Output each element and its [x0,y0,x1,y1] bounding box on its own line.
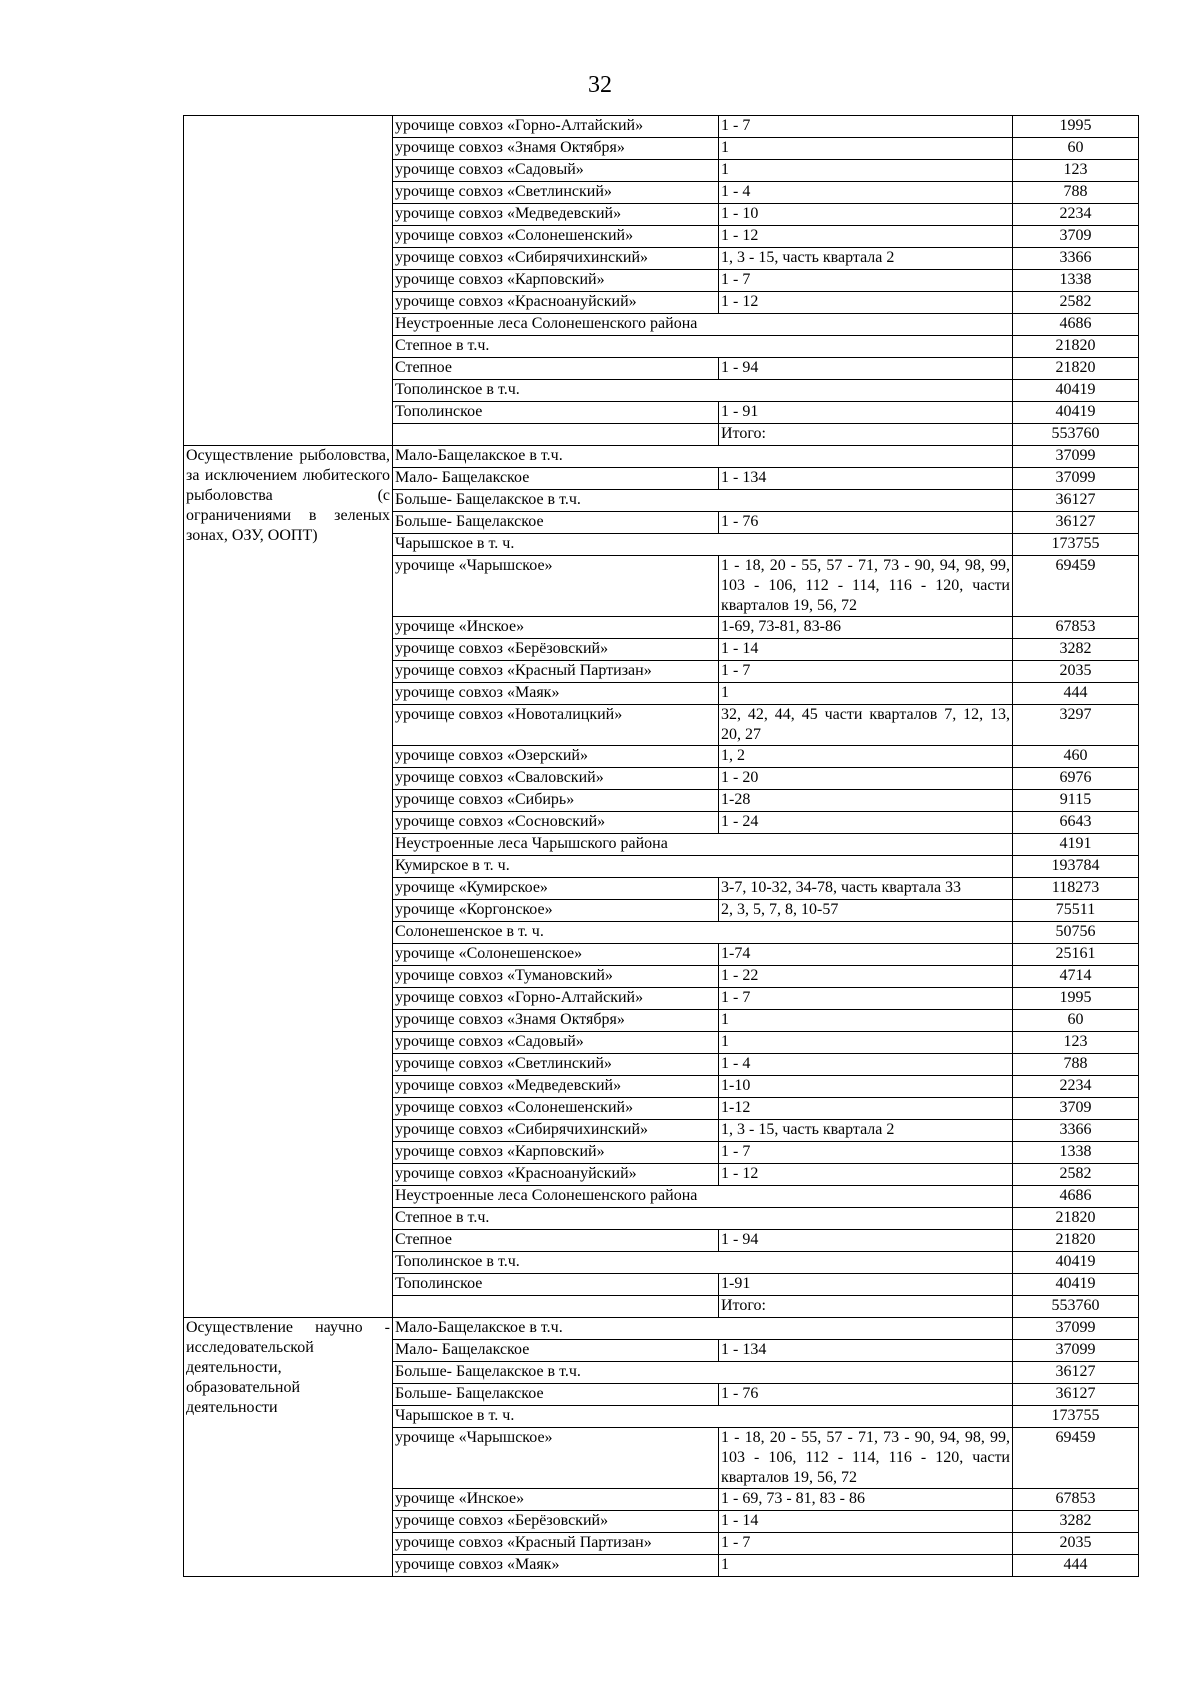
location-name-cell: урочище совхоз «Сибирячихинский» [393,248,719,270]
area-cell: 788 [1013,182,1139,204]
quarters-cell: 1 [719,683,1013,705]
location-name-cell: Чарышское в т. ч. [393,534,1013,556]
quarters-cell: 1, 2 [719,746,1013,768]
table-body [184,116,1139,1577]
location-name-cell: урочище «Инское» [393,617,719,639]
location-name-cell: урочище совхоз «Красноануйский» [393,1164,719,1186]
quarters-cell: 1 - 7 [719,1533,1013,1555]
location-name-cell: урочище совхоз «Светлинский» [393,1054,719,1076]
location-name-cell: урочище «Чарышское» [393,1428,719,1489]
area-cell: 37099 [1013,1318,1139,1340]
area-cell: 4191 [1013,834,1139,856]
location-name-cell: урочище совхоз «Садовый» [393,160,719,182]
quarters-cell: 1 - 20 [719,768,1013,790]
quarters-cell: 1 - 7 [719,116,1013,138]
area-cell: 67853 [1013,617,1139,639]
quarters-cell: 1 - 4 [719,1054,1013,1076]
quarters-cell: 1, 3 - 15, часть квартала 2 [719,1120,1013,1142]
location-name-cell: урочище совхоз «Горно-Алтайский» [393,116,719,138]
quarters-cell: 1-10 [719,1076,1013,1098]
quarters-cell: 1 - 94 [719,358,1013,380]
location-name-cell: Неустроенные леса Солонешенского района [393,314,1013,336]
location-name-cell: Степное [393,358,719,380]
location-name-cell: урочище совхоз «Карповский» [393,1142,719,1164]
location-name-cell: урочище совхоз «Маяк» [393,683,719,705]
area-cell: 21820 [1013,358,1139,380]
location-name-cell: урочище совхоз «Знамя Октября» [393,1010,719,1032]
quarters-cell: Итого: [719,424,1013,446]
location-name-cell: урочище совхоз «Сибирь» [393,790,719,812]
area-cell: 553760 [1013,424,1139,446]
quarters-cell: 1 - 18, 20 - 55, 57 - 71, 73 - 90, 94, 98, 99, 103 - 106, 112 - 114, 116 - 120, части кварталов 19, 56, 72 [719,1428,1013,1489]
area-cell: 40419 [1013,380,1139,402]
area-cell: 40419 [1013,1274,1139,1296]
location-name-cell: Тополинское в т.ч. [393,380,1013,402]
area-cell: 36127 [1013,1362,1139,1384]
location-name-cell: Больше- Бащелакское в т.ч. [393,1362,1013,1384]
location-name-cell [393,424,719,446]
forest-areas-table [183,115,1139,1577]
area-cell: 40419 [1013,1252,1139,1274]
area-cell: 4714 [1013,966,1139,988]
location-name-cell: Солонешенское в т. ч. [393,922,1013,944]
area-cell: 9115 [1013,790,1139,812]
location-name-cell: урочище совхоз «Карповский» [393,270,719,292]
quarters-cell: 1 - 134 [719,468,1013,490]
quarters-cell: 1 - 7 [719,270,1013,292]
location-name-cell: Тополинское [393,1274,719,1296]
location-name-cell: урочище «Кумирское» [393,878,719,900]
location-name-cell: Степное в т.ч. [393,336,1013,358]
quarters-cell: 1 - 91 [719,402,1013,424]
area-cell: 36127 [1013,512,1139,534]
area-cell: 2234 [1013,1076,1139,1098]
area-cell: 2582 [1013,292,1139,314]
quarters-cell: 1 - 12 [719,292,1013,314]
quarters-cell: 1 - 69, 73 - 81, 83 - 86 [719,1489,1013,1511]
area-cell: 193784 [1013,856,1139,878]
area-cell: 36127 [1013,1384,1139,1406]
table-row [184,1318,1139,1340]
quarters-cell: 1 - 4 [719,182,1013,204]
area-cell: 1338 [1013,1142,1139,1164]
quarters-cell: 1 - 12 [719,1164,1013,1186]
area-cell: 21820 [1013,1208,1139,1230]
quarters-cell: 1 - 12 [719,226,1013,248]
location-name-cell: урочище совхоз «Солонешенский» [393,1098,719,1120]
area-cell: 553760 [1013,1296,1139,1318]
area-cell: 4686 [1013,1186,1139,1208]
location-name-cell: урочище совхоз «Горно-Алтайский» [393,988,719,1010]
location-name-cell: урочище совхоз «Озерский» [393,746,719,768]
area-cell: 37099 [1013,1340,1139,1362]
table-row [184,446,1139,468]
quarters-cell: 1, 3 - 15, часть квартала 2 [719,248,1013,270]
location-name-cell: Больше- Бащелакское [393,1384,719,1406]
area-cell: 2234 [1013,204,1139,226]
area-cell: 118273 [1013,878,1139,900]
area-cell: 37099 [1013,468,1139,490]
area-cell: 4686 [1013,314,1139,336]
location-name-cell: урочище совхоз «Новоталицкий» [393,705,719,746]
location-name-cell: урочище совхоз «Сосновский» [393,812,719,834]
quarters-cell: Итого: [719,1296,1013,1318]
area-cell: 3297 [1013,705,1139,746]
location-name-cell [393,1296,719,1318]
area-cell: 2035 [1013,1533,1139,1555]
area-cell: 444 [1013,683,1139,705]
quarters-cell: 1 - 7 [719,661,1013,683]
location-name-cell: Мало-Бащелакское в т.ч. [393,1318,1013,1340]
area-cell: 60 [1013,138,1139,160]
area-cell: 2035 [1013,661,1139,683]
quarters-cell: 1 - 134 [719,1340,1013,1362]
area-cell: 69459 [1013,1428,1139,1489]
quarters-cell: 1 - 14 [719,639,1013,661]
area-cell: 69459 [1013,556,1139,617]
purpose-cell [184,116,393,446]
quarters-cell: 1 [719,160,1013,182]
quarters-cell: 1 - 94 [719,1230,1013,1252]
area-cell: 75511 [1013,900,1139,922]
location-name-cell: урочище совхоз «Медведевский» [393,1076,719,1098]
location-name-cell: Кумирское в т. ч. [393,856,1013,878]
quarters-cell: 1 - 7 [719,988,1013,1010]
quarters-cell: 32, 42, 44, 45 части кварталов 7, 12, 13, 20, 27 [719,705,1013,746]
location-name-cell: Мало- Бащелакское [393,468,719,490]
area-cell: 123 [1013,160,1139,182]
area-cell: 6976 [1013,768,1139,790]
quarters-cell: 1 - 76 [719,1384,1013,1406]
quarters-cell: 1 - 14 [719,1511,1013,1533]
area-cell: 173755 [1013,534,1139,556]
quarters-cell: 1-91 [719,1274,1013,1296]
quarters-cell: 1-74 [719,944,1013,966]
quarters-cell: 1 - 76 [719,512,1013,534]
area-cell: 3282 [1013,639,1139,661]
area-cell: 1995 [1013,116,1139,138]
location-name-cell: урочище совхоз «Тумановский» [393,966,719,988]
area-cell: 123 [1013,1032,1139,1054]
area-cell: 3366 [1013,248,1139,270]
location-name-cell: урочище «Чарышское» [393,556,719,617]
quarters-cell: 1 - 10 [719,204,1013,226]
table-row [184,116,1139,138]
location-name-cell: урочище «Коргонское» [393,900,719,922]
quarters-cell: 1 [719,1010,1013,1032]
location-name-cell: урочище «Инское» [393,1489,719,1511]
quarters-cell: 1 - 18, 20 - 55, 57 - 71, 73 - 90, 94, 98, 99, 103 - 106, 112 - 114, 116 - 120, части кварталов 19, 56, 72 [719,556,1013,617]
location-name-cell: урочище совхоз «Берёзовский» [393,639,719,661]
area-cell: 21820 [1013,336,1139,358]
location-name-cell: Чарышское в т. ч. [393,1406,1013,1428]
area-cell: 2582 [1013,1164,1139,1186]
page-number: 32 [588,72,612,98]
area-cell: 60 [1013,1010,1139,1032]
area-cell: 3366 [1013,1120,1139,1142]
area-cell: 50756 [1013,922,1139,944]
purpose-cell: Осуществление научно - исследовательской деятельности, образовательной деятельности [184,1318,393,1577]
quarters-cell: 3-7, 10-32, 34-78, часть квартала 33 [719,878,1013,900]
location-name-cell: Тополинское [393,402,719,424]
area-cell: 3282 [1013,1511,1139,1533]
area-cell: 1338 [1013,270,1139,292]
area-cell: 21820 [1013,1230,1139,1252]
location-name-cell: урочище совхоз «Красноануйский» [393,292,719,314]
quarters-cell: 1 [719,1032,1013,1054]
area-cell: 3709 [1013,226,1139,248]
area-cell: 67853 [1013,1489,1139,1511]
location-name-cell: урочище совхоз «Красный Партизан» [393,661,719,683]
area-cell: 444 [1013,1555,1139,1577]
quarters-cell: 1-28 [719,790,1013,812]
location-name-cell: урочище совхоз «Берёзовский» [393,1511,719,1533]
area-cell: 25161 [1013,944,1139,966]
location-name-cell: урочище совхоз «Сибирячихинский» [393,1120,719,1142]
quarters-cell: 1 [719,138,1013,160]
area-cell: 460 [1013,746,1139,768]
area-cell: 1995 [1013,988,1139,1010]
location-name-cell: Степное [393,1230,719,1252]
area-cell: 36127 [1013,490,1139,512]
area-cell: 37099 [1013,446,1139,468]
location-name-cell: Больше- Бащелакское в т.ч. [393,490,1013,512]
quarters-cell: 1 - 7 [719,1142,1013,1164]
location-name-cell: Тополинское в т.ч. [393,1252,1013,1274]
area-cell: 3709 [1013,1098,1139,1120]
area-cell: 40419 [1013,402,1139,424]
quarters-cell: 1 - 22 [719,966,1013,988]
location-name-cell: урочище совхоз «Сваловский» [393,768,719,790]
purpose-cell: Осуществление рыболовства, за исключением любитеского рыболовства (с ограничениями в зеленых зонах, ОЗУ, ООПТ) [184,446,393,1318]
location-name-cell: урочище «Солонешенское» [393,944,719,966]
location-name-cell: урочище совхоз «Красный Партизан» [393,1533,719,1555]
location-name-cell: Степное в т.ч. [393,1208,1013,1230]
quarters-cell: 1 [719,1555,1013,1577]
location-name-cell: урочище совхоз «Светлинский» [393,182,719,204]
location-name-cell: урочище совхоз «Медведевский» [393,204,719,226]
quarters-cell: 1-69, 73-81, 83-86 [719,617,1013,639]
location-name-cell: Неустроенные леса Солонешенского района [393,1186,1013,1208]
location-name-cell: урочище совхоз «Солонешенский» [393,226,719,248]
location-name-cell: Неустроенные леса Чарышского района [393,834,1013,856]
location-name-cell: Мало- Бащелакское [393,1340,719,1362]
location-name-cell: урочище совхоз «Знамя Октября» [393,138,719,160]
quarters-cell: 1 - 24 [719,812,1013,834]
area-cell: 788 [1013,1054,1139,1076]
area-cell: 6643 [1013,812,1139,834]
quarters-cell: 2, 3, 5, 7, 8, 10-57 [719,900,1013,922]
area-cell: 173755 [1013,1406,1139,1428]
quarters-cell: 1-12 [719,1098,1013,1120]
location-name-cell: урочище совхоз «Маяк» [393,1555,719,1577]
location-name-cell: урочище совхоз «Садовый» [393,1032,719,1054]
location-name-cell: Мало-Бащелакское в т.ч. [393,446,1013,468]
location-name-cell: Больше- Бащелакское [393,512,719,534]
